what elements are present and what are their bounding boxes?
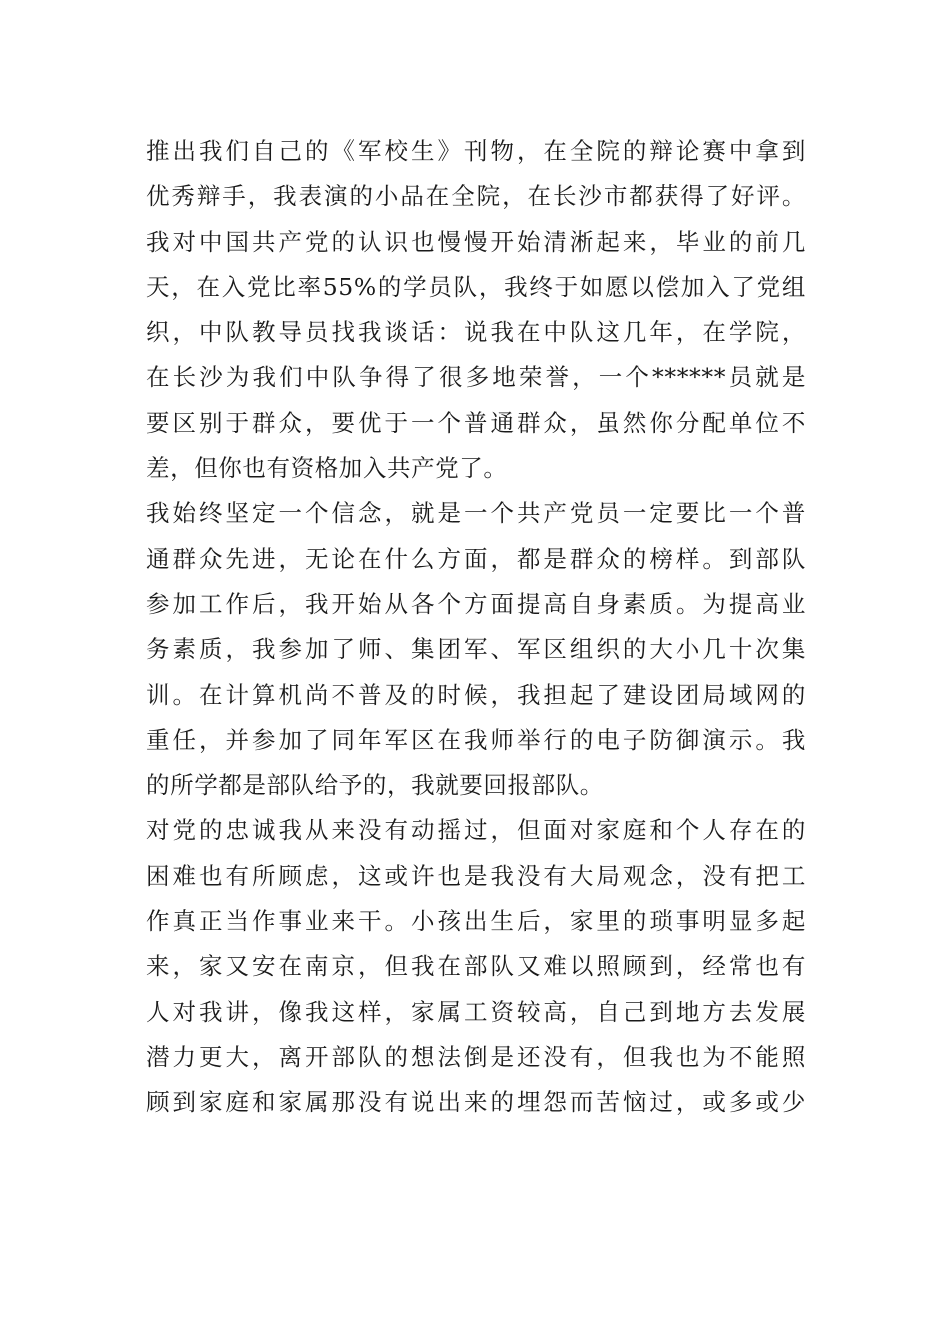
text-line: 差，但你也有资格加入共产党了。 xyxy=(146,454,508,483)
text-line: 优秀辩手，我表演的小品在全院，在长沙市都获得了好评。 xyxy=(146,182,806,211)
text-line: 织，中队教导员找我谈话：说我在中队这几年，在学院， xyxy=(146,318,806,347)
text-line: 的所学都是部队给予的，我就要回报部队。 xyxy=(146,771,604,800)
text-line: 在长沙为我们中队争得了很多地荣誉，一个******员就是 xyxy=(146,363,806,392)
text-line: 我对中国共产党的认识也慢慢开始清淅起来，毕业的前几 xyxy=(146,227,806,256)
text-line: 顾到家庭和家属那没有说出来的埋怨而苦恼过，或多或少 xyxy=(146,1088,806,1117)
text-line: 作真正当作事业来干。小孩出生后，家里的琐事明显多起 xyxy=(146,907,806,936)
text-line: 通群众先进，无论在什么方面，都是群众的榜样。到部队 xyxy=(146,544,806,573)
text-line: 对党的忠诚我从来没有动摇过，但面对家庭和个人存在的 xyxy=(146,816,806,845)
text-line: 要区别于群众，要优于一个普通群众，虽然你分配单位不 xyxy=(146,408,806,437)
text-line: 潜力更大，离开部队的想法倒是还没有，但我也为不能照 xyxy=(146,1042,806,1071)
text-line: 天，在入党比率55%的学员队，我终于如愿以偿加入了党组 xyxy=(146,272,806,301)
text-line: 我始终坚定一个信念，就是一个共产党员一定要比一个普 xyxy=(146,499,806,528)
text-line: 来，家又安在南京，但我在部队又难以照顾到，经常也有 xyxy=(146,952,806,981)
text-line: 训。在计算机尚不普及的时候，我担起了建设团局域网的 xyxy=(146,680,806,709)
text-line: 参加工作后，我开始从各个方面提高自身素质。为提高业 xyxy=(146,589,806,618)
text-line: 推出我们自己的《军校生》刊物，在全院的辩论赛中拿到 xyxy=(146,137,806,165)
text-line: 困难也有所顾虑，这或许也是我没有大局观念，没有把工 xyxy=(146,861,806,890)
document-body xyxy=(146,129,806,1126)
text-line: 务素质，我参加了师、集团军、军区组织的大小几十次集 xyxy=(146,635,806,664)
text-line: 重任，并参加了同年军区在我师举行的电子防御演示。我 xyxy=(146,725,806,754)
text-line: 人对我讲，像我这样，家属工资较高，自己到地方去发展 xyxy=(146,997,806,1026)
